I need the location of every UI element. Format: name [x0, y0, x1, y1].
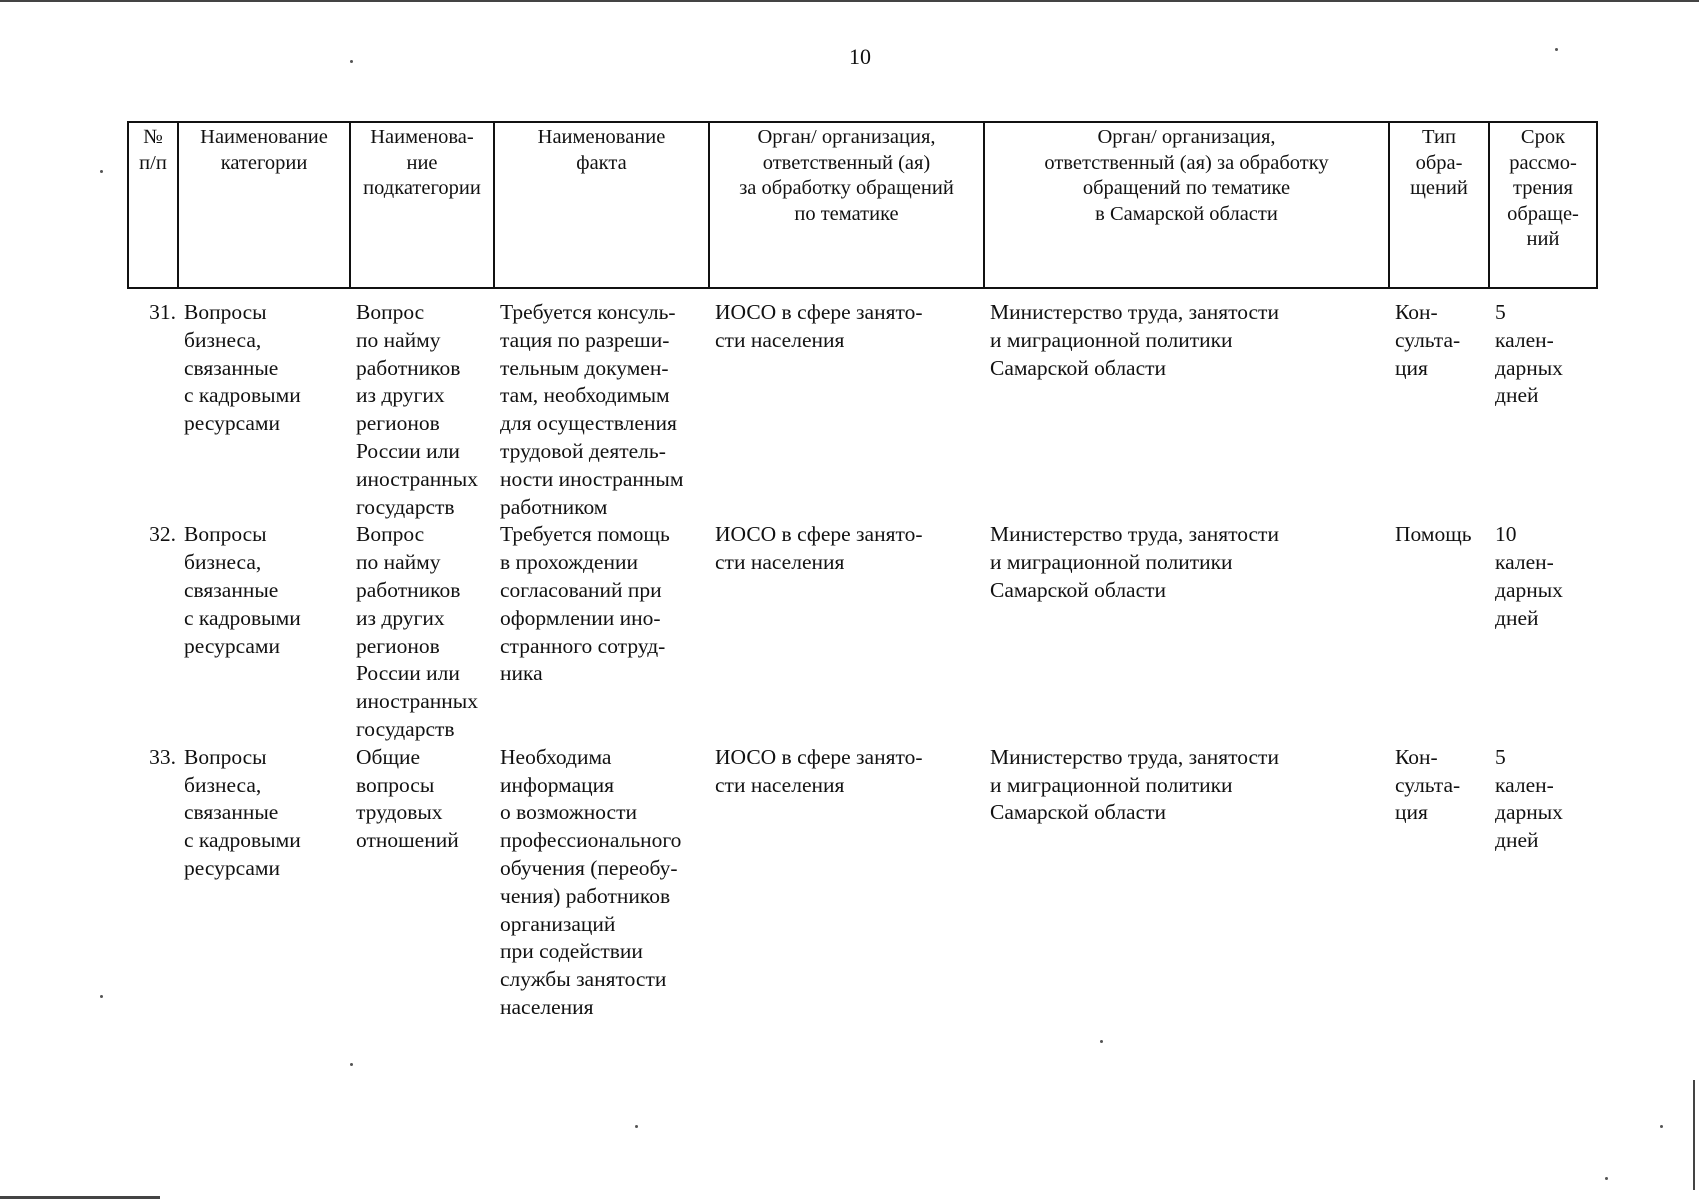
- row-responsible-org: ИОСО в сфере занято- сти населения: [715, 744, 923, 797]
- header-regional-org: Орган/ организация, ответственный (ая) за обработку обращений по тематике в Самарской области: [984, 122, 1389, 288]
- row-category: Вопросы бизнеса, связанные с кадровыми ресурсами: [184, 522, 301, 658]
- row-review-term: 5 кален- дарных дней: [1495, 300, 1563, 408]
- row-number: 31.: [149, 300, 176, 324]
- scan-speck: [100, 995, 103, 998]
- row-subcategory: Вопрос по найму работников из других регионов России или иностранных государств: [356, 300, 478, 519]
- table-row: [128, 521, 1597, 743]
- row-fact: Необходима информация о возможности профессионального обучения (переобу- чения) работников организаций при содействии службы занятости населения: [500, 744, 682, 1019]
- row-responsible-org: ИОСО в сфере занято- сти населения: [715, 522, 923, 575]
- row-category: Вопросы бизнеса, связанные с кадровыми ресурсами: [184, 300, 301, 436]
- row-number: 33.: [149, 744, 176, 769]
- table-row: [128, 744, 1597, 1022]
- header-category: Наименование категории: [178, 122, 350, 288]
- row-review-term: 10 кален- дарных дней: [1495, 522, 1563, 630]
- row-review-term: 5 кален- дарных дней: [1495, 744, 1563, 853]
- row-number: 32.: [149, 522, 176, 547]
- row-request-type: Кон- сульта- ция: [1395, 300, 1461, 380]
- scan-speck: [635, 1125, 638, 1128]
- row-regional-org: Министерство труда, занятости и миграционной политики Самарской области: [990, 522, 1279, 602]
- header-review-term: Срок рассмо- трения обраще- ний: [1489, 122, 1597, 288]
- scan-speck: [350, 1063, 353, 1066]
- scan-speck: [1660, 1125, 1663, 1128]
- row-regional-org: Министерство труда, занятости и миграционной политики Самарской области: [990, 300, 1279, 380]
- row-fact: Требуется консуль- тация по разреши- тельным докумен- там, необходимым для осуществления трудовой деятель- ности иностранным работником: [500, 300, 684, 519]
- scan-edge-bottom-left: [0, 1196, 160, 1199]
- header-subcategory: Наименова- ние подкатегории: [350, 122, 494, 288]
- row-subcategory: Общие вопросы трудовых отношений: [356, 744, 459, 853]
- page-number: 10: [849, 44, 871, 69]
- row-fact: Требуется помощь в прохождении согласований при оформлении ино- странного сотруд- ника: [500, 522, 670, 686]
- scan-speck: [100, 170, 103, 173]
- scan-edge-right: [1693, 1080, 1695, 1190]
- row-responsible-org: ИОСО в сфере занято- сти населения: [715, 300, 923, 352]
- row-request-type: Кон- сульта- ция: [1395, 744, 1461, 825]
- scan-speck: [1605, 1177, 1608, 1180]
- row-subcategory: Вопрос по найму работников из других регионов России или иностранных государств: [356, 522, 478, 741]
- scan-edge-top: [0, 0, 1699, 2]
- row-category: Вопросы бизнеса, связанные с кадровыми ресурсами: [184, 744, 301, 880]
- table-row: [128, 288, 1597, 521]
- document-table: [127, 121, 1598, 1022]
- header-fact: Наименование факта: [494, 122, 709, 288]
- scan-speck: [1100, 1040, 1103, 1043]
- header-request-type: Тип обра- щений: [1389, 122, 1489, 288]
- header-number: № п/п: [128, 122, 178, 288]
- header-responsible-org: Орган/ организация, ответственный (ая) за обработку обращений по тематике: [709, 122, 984, 288]
- row-regional-org: Министерство труда, занятости и миграционной политики Самарской области: [990, 744, 1279, 825]
- row-request-type: Помощь: [1395, 522, 1472, 547]
- table-header-row: [128, 122, 1597, 288]
